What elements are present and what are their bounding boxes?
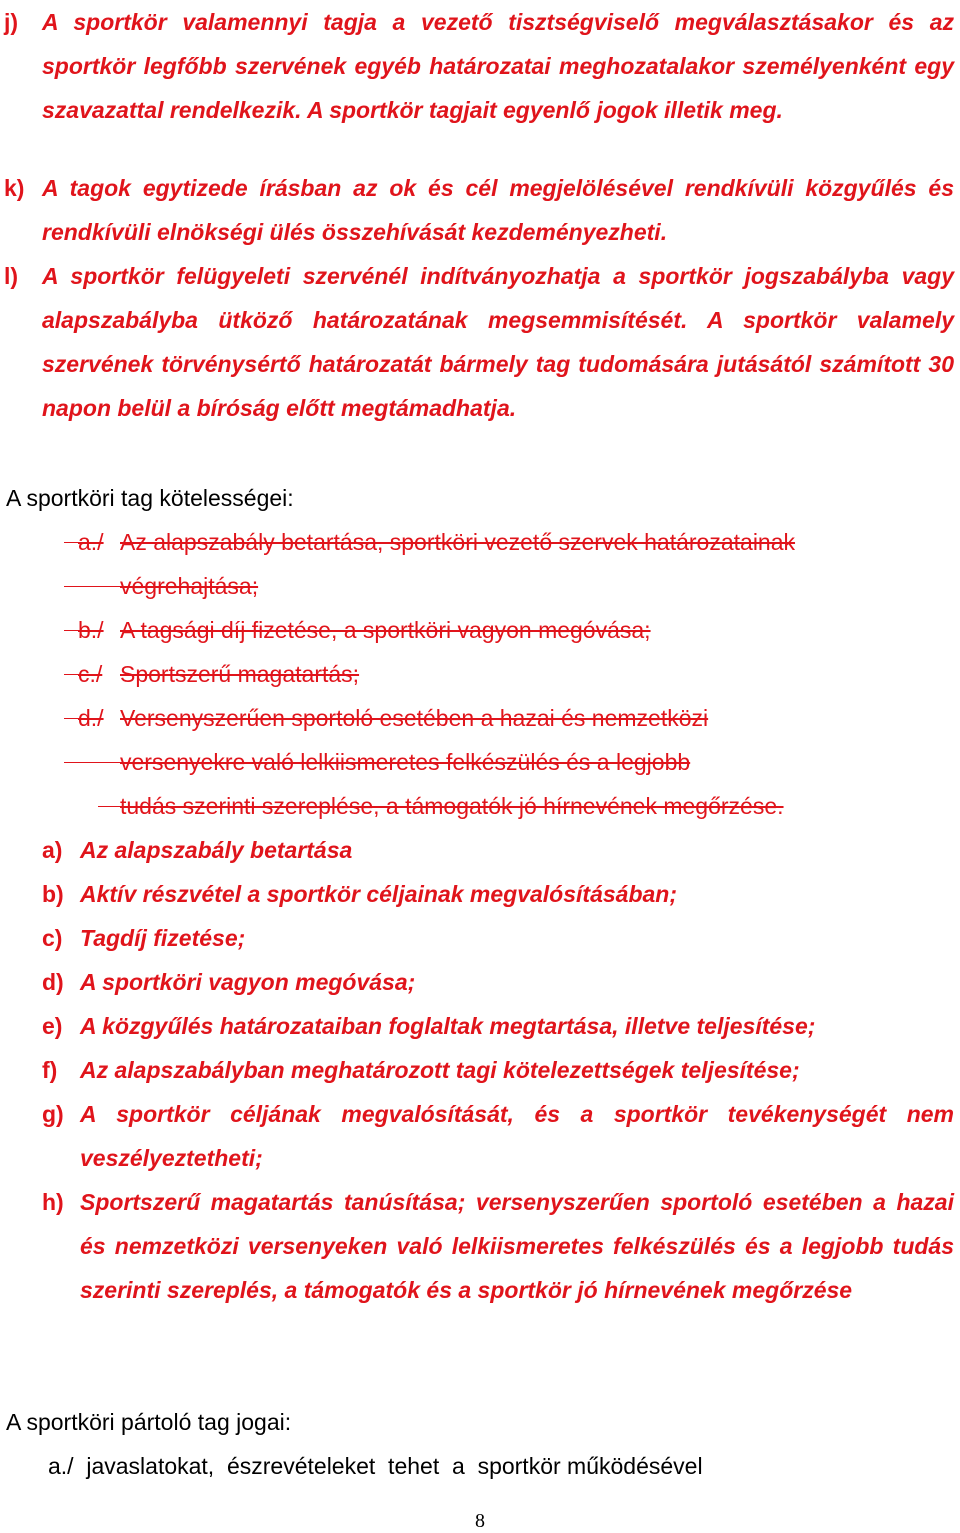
item-text: Az alapszabály betartása xyxy=(80,837,353,863)
struck-label: d./ xyxy=(78,705,104,731)
item-label: c) xyxy=(42,925,63,951)
strike-rule xyxy=(64,762,120,763)
strike-rule xyxy=(98,806,120,807)
struck-label: b./ xyxy=(78,617,104,643)
struck-line: Az alapszabály betartása, sportköri vezető szervek határozatainak xyxy=(120,529,796,555)
item-text: A közgyűlés határozataiban foglaltak megtartása, illetve teljesítése; xyxy=(80,1013,816,1039)
struck-line: Versenyszerűen sportoló esetében a hazai és nemzetközi xyxy=(120,705,709,731)
supporter-heading: A sportköri pártoló tag jogai: xyxy=(6,1409,292,1435)
item-label: g) xyxy=(42,1101,64,1127)
item-text: Az alapszabályban meghatározott tagi kötelezettségek teljesítése; xyxy=(80,1057,800,1083)
struck-line: versenyekre való lelkiismeretes felkészülés és a legjobb xyxy=(120,749,691,775)
item-label: h) xyxy=(42,1189,64,1215)
strike-rule xyxy=(64,586,120,587)
item-label: k) xyxy=(4,175,25,201)
item-label: l) xyxy=(4,263,19,289)
struck-line: végrehajtása; xyxy=(120,573,259,599)
item-label: d) xyxy=(42,969,64,995)
item-text: Sportszerű magatartás tanúsítása; versenyszerűen sportoló esetében a hazai és nemzetközi versenyeken való lelkiismeretes felkészülés és a legjobb tudás szerinti szereplés, a támogatók és a sportkör jó hírnevének megőrzése xyxy=(80,1189,954,1303)
duties-heading: A sportköri tag kötelességei: xyxy=(6,485,294,511)
struck-line: tudás szerinti szereplése, a támogatók jó hírnevének megőrzése. xyxy=(120,793,784,819)
struck-label: a./ xyxy=(78,529,104,555)
item-label: f) xyxy=(42,1057,58,1083)
struck-line: Sportszerű magatartás; xyxy=(120,661,360,687)
item-label: e) xyxy=(42,1013,63,1039)
item-text: Aktív részvétel a sportkör céljainak megvalósításában; xyxy=(80,881,677,907)
item-text: A sportköri vagyon megóvása; xyxy=(80,969,416,995)
item-text: A sportkör céljának megvalósítását, és a sportkör tevékenységét nem veszélyeztetheti; xyxy=(80,1101,954,1171)
item-label: j) xyxy=(4,9,19,35)
item-text: A sportkör felügyeleti szervénél indítványozhatja a sportkör jogszabályba vagy alapszabályba ütköző határozatának megsemmisítését. A sportkör valamely szervének törvénysértő határozatát bármely tag tudomására jutásától számított 30 napon belül a bíróság előtt megtámadhatja. xyxy=(42,263,954,421)
page-number: 8 xyxy=(475,1510,485,1532)
item-label: a) xyxy=(42,837,63,863)
item-text: A sportkör valamennyi tagja a vezető tisztségviselő megválasztásakor és az sportkör legfőbb szervének egyéb határozatai meghozatalakor személyenként egy szavazattal rendelkezik. A sportkör tagjait egyenlő jogok illetik meg. xyxy=(42,9,954,123)
struck-label: c./ xyxy=(78,661,103,687)
item-text: A tagok egytizede írásban az ok és cél megjelölésével rendkívüli közgyűlés és rendkívüli elnökségi ülés összehívását kezdeményezheti. xyxy=(42,175,954,245)
item-label: b) xyxy=(42,881,64,907)
supporter-item-a: a./ javaslatokat, észrevételeket tehet a sportkör működésével xyxy=(48,1453,703,1479)
item-text: Tagdíj fizetése; xyxy=(80,925,246,951)
struck-line: A tagsági díj fizetése, a sportköri vagyon megóvása; xyxy=(120,617,651,643)
